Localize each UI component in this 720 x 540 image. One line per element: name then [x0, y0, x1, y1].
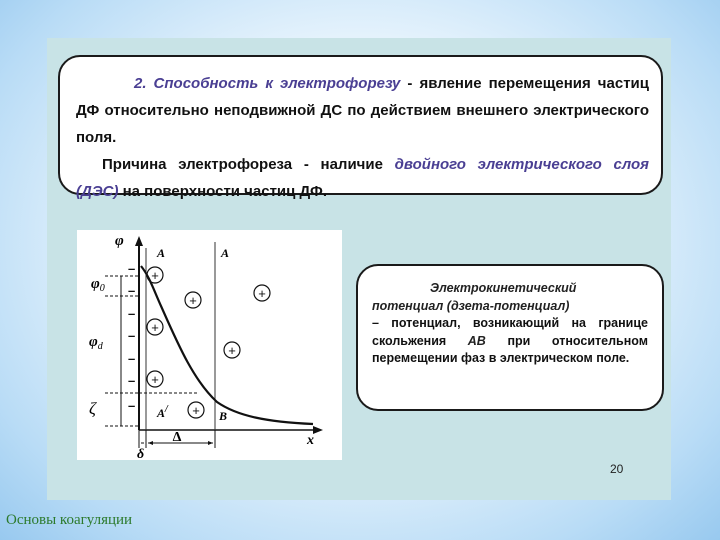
delta-small-label: δ — [137, 447, 145, 460]
page-number: 20 — [610, 462, 624, 476]
phid-label: $\varphi_d$ — [89, 334, 103, 352]
y-axis-arrow — [135, 236, 143, 246]
zeta-definition-lead: – потенциал, возникающий на границе скольжения — [372, 316, 648, 348]
footer-title: Основы коагуляции — [6, 512, 133, 528]
cause-lead: Причина электрофореза - наличие — [102, 156, 395, 173]
potential-curve — [141, 266, 313, 424]
minus-sign: – — [128, 283, 136, 298]
potential-diagram — [77, 230, 342, 460]
delta-big-label: Δ — [172, 430, 182, 445]
zeta-term: Электрокинетический потенциал (дзета-потенциал) — [372, 281, 577, 313]
plus-sign: + — [189, 293, 197, 308]
cause-tail: на поверхности частиц ДФ. — [118, 183, 327, 200]
plus-sign: + — [258, 286, 266, 301]
label-B: B — [219, 409, 228, 423]
x-axis-label: x — [307, 433, 314, 448]
electrophoresis-definition: - явление перемещения частиц ДФ относительно неподвижной ДС по действием внешнего электрического поля. — [76, 75, 649, 146]
zeta-potential-box — [356, 264, 664, 411]
y-axis-label: φ — [115, 233, 124, 249]
zeta-term-paragraph — [372, 280, 648, 315]
minus-sign: – — [128, 351, 136, 366]
minus-sign: – — [128, 373, 136, 388]
double-layer-term: двойного электрического слоя (ДЭС) — [76, 156, 650, 200]
plus-sign: + — [151, 268, 159, 283]
minus-sign: – — [128, 328, 136, 343]
label-A-prime: A/ — [157, 404, 168, 420]
label-A-right: A — [221, 246, 230, 260]
minus-sign: – — [128, 398, 136, 413]
plus-sign: + — [151, 320, 159, 335]
label-A-left: A — [157, 246, 166, 260]
x-axis-arrow — [313, 426, 323, 434]
zeta-definition-tail: при относительном перемещении фаз в электрическом поле. — [372, 333, 648, 365]
electrophoresis-definition-box — [58, 55, 663, 200]
zeta-definition-ab: АВ — [467, 333, 486, 348]
electrophoresis-paragraph — [76, 70, 649, 151]
cause-paragraph — [76, 151, 649, 205]
minus-sign: – — [128, 261, 136, 276]
arrowhead — [208, 441, 213, 445]
zeta-label: ζ — [89, 399, 96, 418]
phi0-label: $\varphi_0$ — [91, 276, 105, 294]
plus-sign: + — [192, 403, 200, 418]
zeta-definition-paragraph — [372, 315, 648, 368]
electrophoresis-heading: 2. Способность к электрофорезу — [134, 75, 401, 92]
plus-sign: + — [228, 343, 236, 358]
double-layer-figure — [77, 230, 342, 460]
plus-sign: + — [151, 372, 159, 387]
minus-sign: – — [128, 306, 136, 321]
arrowhead — [148, 441, 153, 445]
